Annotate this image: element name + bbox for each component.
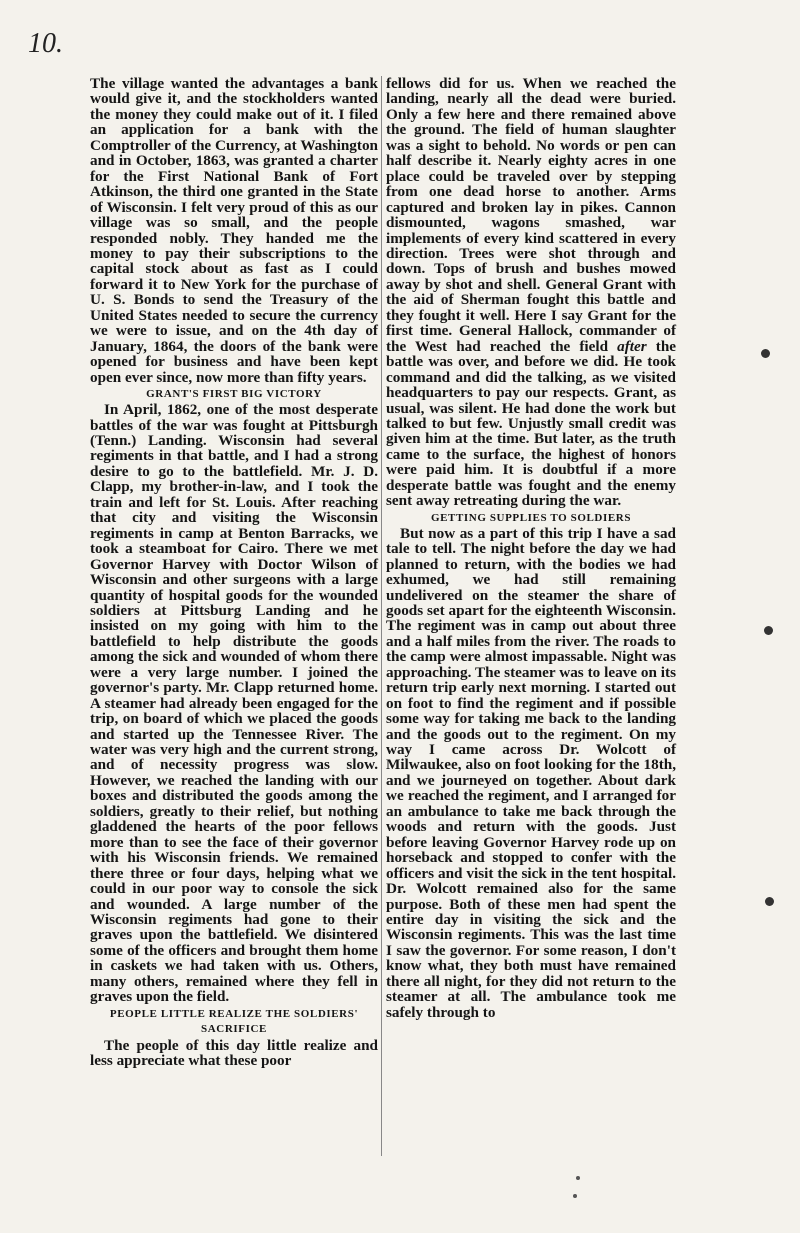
- column-divider: [381, 76, 382, 1156]
- left-paragraph-pittsburg-landing: In April, 1862, one of the most desperate battles of the war was fought at Pittsburgh (Tenn.) Landing. Wisconsin had several regiments in that battle, and I had a strong desire to go to the battlefield. Mr. J. D. Clapp, my brother-in-law, and I took the train and left for St. Louis. After reaching that city and visiting the Wisconsin regiments in camp at Benton Barracks, we took a steamboat for Cairo. There we met Governor Harvey with Doctor Wilson of Wisconsin and other surgeons with a large quantity of hospital goods for the wounded soldiers at Pittsburg Landing and he insisted on my going with him to the battlefield to help distribute the goods among the sick and wounded of whom there were a very large number. I joined the governor's party. Mr. Clapp returned home. A steamer had already been engaged for the trip, on board of which we placed the goods and started up the Tennessee River. The water was very high and the current strong, and of necessity progress was slow. However, we reached the landing with our boxes and distributed the goods among the soldiers, greatly to their relief, but nothing gladdened the hearts of the poor fellows more than to see the face of their governor with his Wisconsin friends. We remained there three or four days, helping what we could in our poor way to console the sick and wounded. A large number of the Wisconsin regiments had gone to their graves upon the battlefield. We disintered some of the officers and brought them home in caskets we had taken with us. Others, many others, remained where they fell in graves upon the field.: [90, 401, 378, 1006]
- heading-line: SACRIFICE: [201, 1022, 267, 1035]
- left-paragraph-little-realize: The people of this day little realize and less appreciate what these poor: [90, 1036, 378, 1070]
- binding-hole-mark: [765, 897, 774, 906]
- section-heading-getting-supplies: GETTING SUPPLIES TO SOLDIERS: [430, 511, 632, 524]
- italic-word: after: [617, 337, 647, 355]
- text-run: the battle was over, and before we did. He took command and did the talking, as we visited headquarters to pay our respects. Grant, as usual, was silent. He had done the work but talked to but few. Unjustly small credit was given him at the time. But later, as the truth came to the surface, the highest of honors were paid him. It is doubtful if a more desperate battle was fought and the enemy sent away retreating during the war.: [386, 337, 677, 510]
- ink-speck: [576, 1176, 580, 1180]
- heading-line: PEOPLE LITTLE REALIZE THE SOLDIERS': [109, 1007, 359, 1020]
- binding-hole-mark: [764, 626, 773, 635]
- right-paragraph-battlefield: [386, 76, 676, 509]
- text-run: fellows did for us. When we reached the landing, nearly all the dead were buried. Only a few here and there remained above the ground. The field of human slaughter was a sight to behold. No words or pen can half describe it. Nearly eighty acres in one place could be traveled over by stepping from one dead horse to another. Arms captured and broken lay in pikes. Cannon dismounted, wagons smashed, war implements of every kind scattered in every direction. Trees were shot through and down. Tops of brush and bushes mowed away by shot and shell. General Grant with the aid of Sherman fought this battle and they fought it well. Here I say Grant for the first time. General Hallock, commander of the West had reached the field: [386, 75, 676, 355]
- binding-hole-mark: [761, 349, 770, 358]
- right-column: [386, 76, 676, 1020]
- page-number: 10.: [28, 28, 63, 59]
- left-column: [90, 76, 378, 1069]
- section-heading-grants-first-big-victory: GRANT'S FIRST BIG VICTORY: [146, 388, 322, 401]
- left-paragraph-bank-charter: The village wanted the advantages a bank would give it, and the stockholders wanted the money they could make out of it. I filed an application for a bank with the Comptroller of the Currency, at Washington and in October, 1863, was granted a charter for the First National Bank of Fort Atkinson, the third one granted in the State of Wisconsin. I felt very proud of this as our village was so small, and the people responded nobly. They handed me the money to pay their subscriptions to the capital stock about as fast as I could forward it to New York for the purchase of U. S. Bonds to send the Treasury of the United States needed to secure the currency we were to issue, and on the 4th day of January, 1864, the doors of the bank were opened for business and have been kept open ever since, now more than fifty years.: [90, 75, 378, 386]
- ink-speck: [573, 1194, 577, 1198]
- right-paragraph-sad-tale: But now as a part of this trip I have a sad tale to tell. The night before the day we had planned to return, with the bodies we had exhumed, we had still remaining undelivered on the steamer the share of goods set apart for the eighteenth Wisconsin. The regiment was in camp out about three and a half miles from the river. The roads to the camp were almost impassable. Night was approaching. The steamer was to leave on its return trip early next morning. I started out on foot to find the regiment and if possible some way for taking me back to the landing and the goods out to the regiment. On my way I came across Dr. Wolcott of Milwaukee, also on foot looking for the 18th, and we journeyed on together. About dark we reached the regiment, and I arranged for an ambulance to take me back through the woods and return with the goods. Just before leaving Governor Harvey rode up on horseback and stopped to confer with the officers and visit the sick in the tent hospital. Dr. Wolcott remained also for the same purpose. Both of these men had spent the entire day in visiting the sick and the Wisconsin regiments. This was the last time I saw the governor. For some reason, I don't know what, they both must have remained there all night, for they did not return to the steamer at all. The ambulance took me safely through to: [386, 524, 676, 1021]
- section-heading-soldiers-sacrifice: [90, 1007, 378, 1037]
